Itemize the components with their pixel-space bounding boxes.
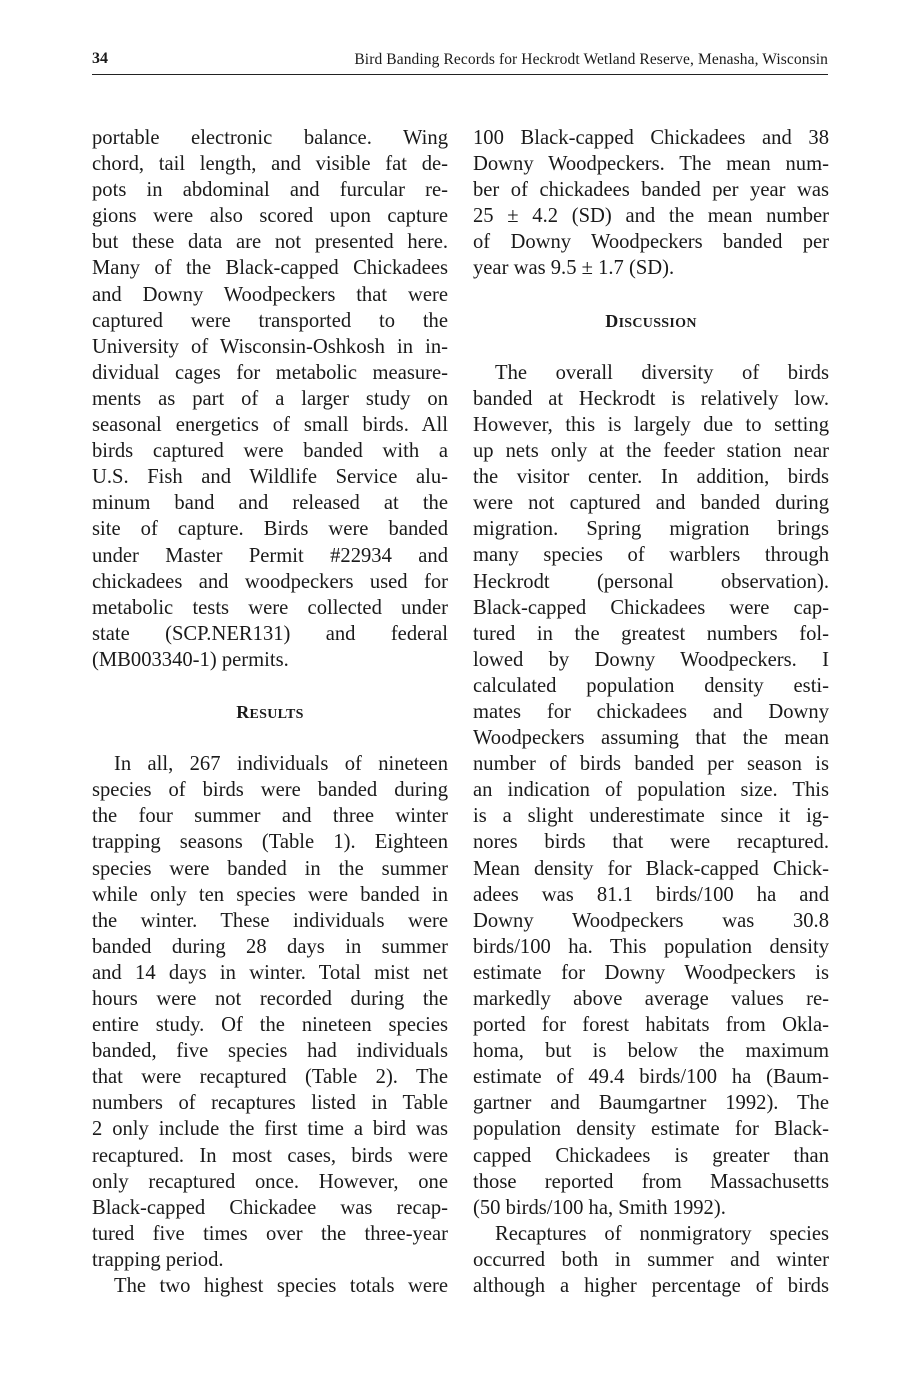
- text-line: Many of the Black-capped Chickadees: [92, 257, 448, 280]
- text-line: entire study. Of the nineteen species: [92, 1014, 448, 1037]
- text-line: 100 Black-capped Chickadees and 38: [473, 127, 829, 149]
- running-header: [92, 48, 828, 75]
- text-line: species were banded in the summer: [92, 857, 448, 880]
- text-line: In all, 267 individuals of nineteen: [114, 753, 448, 776]
- text-line: the visitor center. In addition, birds: [473, 466, 829, 489]
- text-line: However, this is largely due to setting: [473, 413, 829, 436]
- text-line: mates for chickadees and Downy: [473, 700, 829, 723]
- text-line: is a slight underestimate since it ig-: [473, 805, 829, 828]
- text-line: dividual cages for metabolic measure-: [92, 361, 448, 384]
- text-line: occurred both in summer and winter: [473, 1248, 829, 1271]
- text-line: were not captured and banded during: [473, 492, 829, 515]
- text-line: 2 only include the first time a bird was: [92, 1118, 448, 1141]
- text-line: Downy Woodpeckers. The mean num-: [473, 153, 829, 176]
- text-line: gions were also scored upon capture: [92, 205, 448, 228]
- results-heading: [92, 699, 448, 725]
- text-line: (MB003340-1) permits.: [92, 648, 289, 671]
- page-number: 34: [92, 50, 108, 67]
- discussion-paragraph-2: [473, 1221, 829, 1299]
- text-line: the winter. These individuals were: [92, 909, 448, 932]
- text-line: adees was 81.1 birds/100 ha and: [473, 883, 829, 906]
- text-line: and Downy Woodpeckers that were: [92, 283, 448, 306]
- text-line: birds/100 ha. This population density: [473, 935, 829, 958]
- text-line: tured in the greatest numbers fol-: [473, 622, 829, 645]
- text-line: Downy Woodpeckers was 30.8: [473, 909, 829, 932]
- text-line: site of capture. Birds were banded: [92, 518, 448, 541]
- text-line: Heckrodt (personal observation).: [473, 570, 829, 593]
- text-line: captured were transported to the: [92, 309, 448, 332]
- text-line: lowed by Downy Woodpeckers. I: [473, 648, 829, 671]
- discussion-heading-initial: D: [605, 310, 619, 331]
- text-line: the four summer and three winter: [92, 805, 448, 828]
- text-line: The overall diversity of birds: [495, 361, 829, 384]
- text-line: estimate of 49.4 birds/100 ha (Baum-: [473, 1066, 829, 1089]
- text-line: but these data are not presented here.: [92, 231, 448, 254]
- text-line: ber of chickadees banded per year was: [473, 179, 829, 202]
- text-line: estimate for Downy Woodpeckers is: [473, 961, 829, 984]
- text-line: an indication of population size. This: [473, 779, 829, 802]
- results-paragraph-2-start: The two highest species totals were: [114, 1275, 448, 1298]
- results-paragraph-1: [92, 751, 448, 1273]
- text-line: University of Wisconsin-Oshkosh in in-: [92, 335, 448, 358]
- text-line: number of birds banded per season is: [473, 753, 829, 776]
- methods-continued-paragraph: [92, 125, 448, 673]
- results-heading-initial: R: [236, 702, 250, 723]
- text-line: Black-capped Chickadees were cap-: [473, 596, 829, 619]
- text-line: birds captured were banded with a: [92, 440, 448, 463]
- results-heading-rest: ESULTS: [249, 707, 304, 723]
- text-line: trapping period.: [92, 1248, 224, 1271]
- text-line: minum band and released at the: [92, 492, 448, 515]
- text-line: tured five times over the three-year: [92, 1222, 448, 1245]
- text-line: U.S. Fish and Wildlife Service alu-: [92, 466, 448, 489]
- text-line: ported for forest habitats from Okla-: [473, 1014, 829, 1037]
- right-column: [473, 125, 829, 1299]
- text-line: population density estimate for Black-: [473, 1118, 829, 1141]
- text-line: that were recaptured (Table 2). The: [92, 1066, 448, 1089]
- text-line: Mean density for Black-capped Chick-: [473, 857, 829, 880]
- text-line: banded at Heckrodt is relatively low.: [473, 387, 829, 410]
- text-line: while only ten species were banded in: [92, 883, 448, 906]
- text-line: only recaptured once. However, one: [92, 1170, 448, 1193]
- text-line: species of birds were banded during: [92, 779, 448, 802]
- results-paragraph-2-end: [473, 125, 829, 282]
- text-line: portable electronic balance. Wing: [92, 127, 448, 149]
- text-line: gartner and Baumgartner 1992). The: [473, 1092, 829, 1115]
- text-line: of Downy Woodpeckers banded per: [473, 231, 829, 254]
- text-line: capped Chickadees is greater than: [473, 1144, 829, 1167]
- text-line: banded, five species had individuals: [92, 1040, 448, 1063]
- text-line: homa, but is below the maximum: [473, 1040, 829, 1063]
- text-line: although a higher percentage of birds: [473, 1275, 829, 1298]
- text-line: pots in abdominal and furcular re-: [92, 179, 448, 202]
- text-line: banded during 28 days in summer: [92, 935, 448, 958]
- text-line: metabolic tests were collected under: [92, 596, 448, 619]
- text-line: Black-capped Chickadee was recap-: [92, 1196, 448, 1219]
- text-line: 25 ± 4.2 (SD) and the mean number: [473, 205, 829, 228]
- text-line: markedly above average values re-: [473, 988, 829, 1010]
- text-line: (50 birds/100 ha, Smith 1992).: [473, 1196, 726, 1219]
- text-line: up nets only at the feeder station near: [473, 440, 829, 463]
- discussion-heading-rest: ISCUSSION: [618, 315, 697, 331]
- running-title: Bird Banding Records for Heckrodt Wetland Reserve, Menasha, Wisconsin: [354, 51, 828, 68]
- text-line: state (SCP.NER131) and federal: [92, 622, 448, 645]
- text-line: ments as part of a larger study on: [92, 387, 448, 410]
- text-line: year was 9.5 ± 1.7 (SD).: [473, 257, 675, 280]
- text-line: and 14 days in winter. Total mist net: [92, 961, 448, 984]
- text-line: calculated population density esti-: [473, 674, 829, 697]
- text-line: numbers of recaptures listed in Table: [92, 1092, 448, 1115]
- left-column: [92, 125, 448, 1299]
- discussion-heading: [473, 308, 829, 334]
- text-line: those reported from Massachusetts: [473, 1170, 829, 1193]
- text-line: trapping seasons (Table 1). Eighteen: [92, 831, 448, 854]
- text-line: nores birds that were recaptured.: [473, 831, 829, 854]
- text-line: chord, tail length, and visible fat de-: [92, 153, 448, 176]
- text-line: chickadees and woodpeckers used for: [92, 570, 448, 593]
- text-line: recaptured. In most cases, birds were: [92, 1144, 448, 1167]
- text-line: under Master Permit #22934 and: [92, 544, 448, 567]
- text-line: many species of warblers through: [473, 544, 829, 567]
- discussion-paragraph-1: [473, 360, 829, 1221]
- text-line: hours were not recorded during the: [92, 988, 448, 1010]
- text-line: migration. Spring migration brings: [473, 518, 829, 541]
- text-line: Recaptures of nonmigratory species: [495, 1222, 829, 1245]
- text-line: seasonal energetics of small birds. All: [92, 414, 448, 437]
- text-line: Woodpeckers assuming that the mean: [473, 727, 829, 750]
